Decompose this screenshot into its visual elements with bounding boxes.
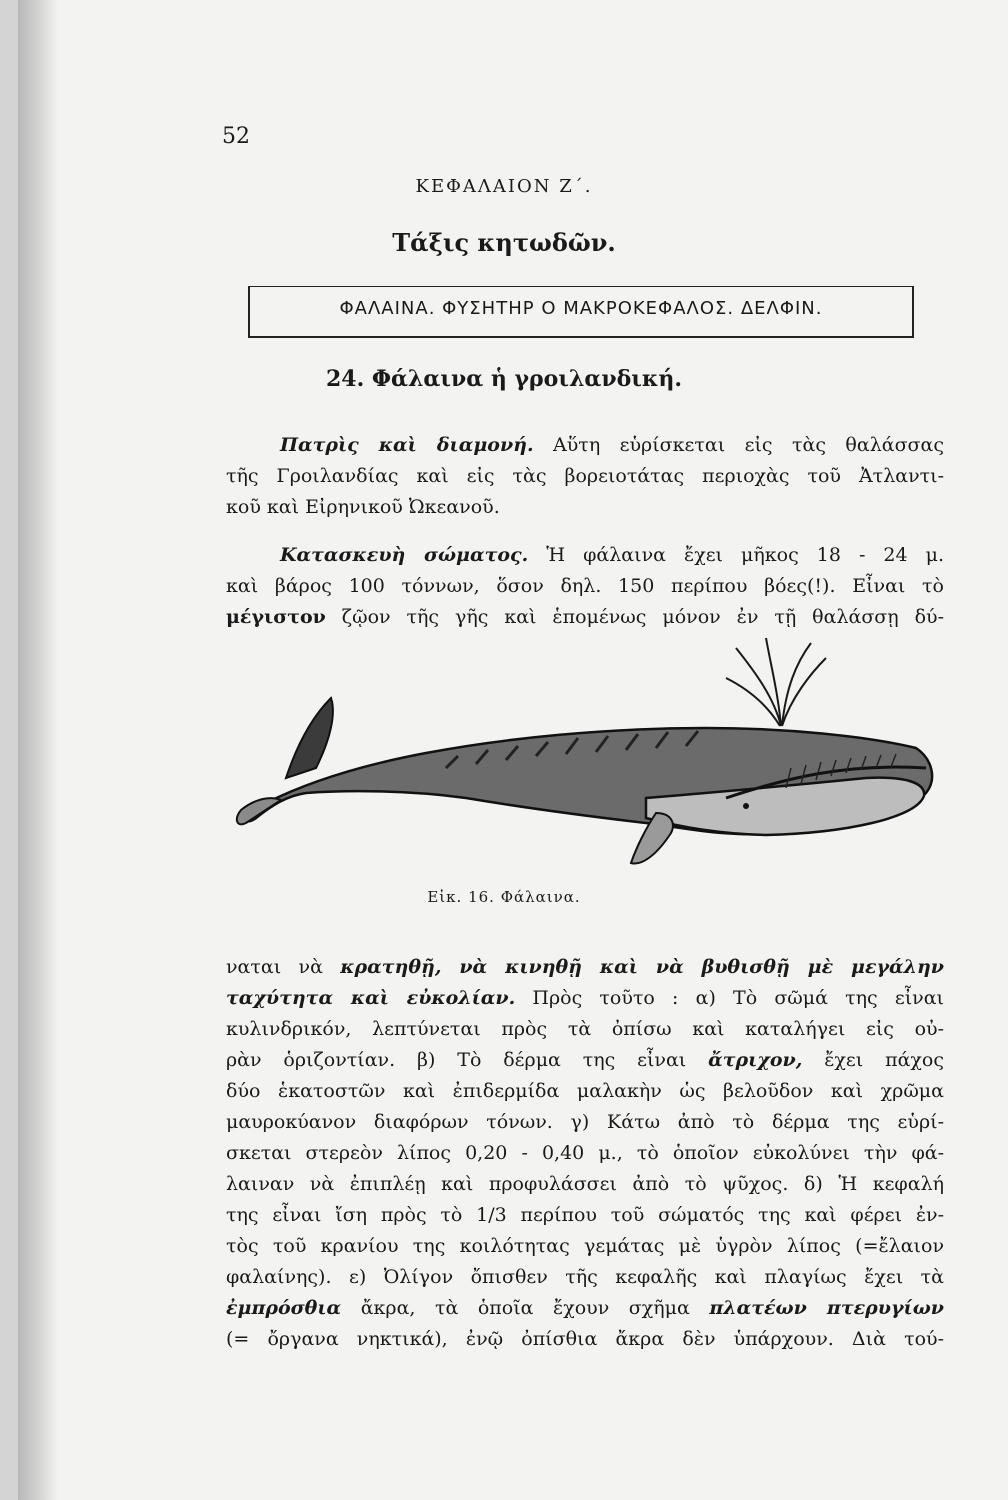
text-line: σκεται στερεὸν λίπος 0,20 - 0,40 μ., τὸ ὁποῖον εὐκολύνει τὴν φά- [226,1142,944,1164]
paragraph-heading: Πατρὶς καὶ διαμονή. [280,434,534,456]
text-line: κυλινδρικόν, λεπτύνεται πρὸς τὰ ὀπίσω καὶ καταλήγει εἰς οὐ- [226,1018,944,1040]
emphasis: μέγιστον [226,606,326,628]
text-line: ἐμπρόσθια ἄκρα, τὰ ὁποῖα ἔχουν σχῆμα πλατέων πτερυγίων [226,1297,944,1319]
text-line: (= ὄργανα νηκτικά), ἐνῷ ὀπίσθια ἄκρα δὲν ὑπάρχουν. Διὰ τού- [226,1328,944,1350]
order-heading: Τάξις κητωδῶν. [392,228,616,257]
text-line: μέγιστον ζῷον τῆς γῆς καὶ ἑπομένως μόνον ἐν τῇ θαλάσσῃ δύ- [226,606,944,628]
text-line: της εἶναι ἴση πρὸς τὸ 1/3 περίπου τοῦ σώματός της καὶ φέρει ἐν- [226,1204,944,1226]
text-line: λαιναν νὰ ἐπιπλέῃ καὶ προφυλάσσει ἀπὸ τὸ ψῦχος. δ) Ἡ κεφαλή [226,1173,944,1195]
emphasis: ἐμπρόσθια [226,1297,342,1319]
emphasis: κρατηθῇ, νὰ κινηθῇ καὶ νὰ βυθισθῇ μὲ μεγάλην [340,956,944,978]
text-line: Πατρὶς καὶ διαμονή. Αὕτη εὑρίσκεται εἰς τὰς θαλάσσας [280,434,944,456]
emphasis: πλατέων πτερυγίων [709,1297,944,1319]
text-line: δύο ἑκατοστῶν καὶ ἐπιδερμίδα μαλακὴν ὡς βελοῦδον καὶ χρῶμα [226,1080,944,1102]
page-number: 52 [222,124,250,149]
emphasis: ἄτριχον, [708,1049,803,1071]
text-line: κοῦ καὶ Εἰρηνικοῦ Ὠκεανοῦ. [226,496,500,518]
page-edge-shadow [18,0,58,1500]
text-line: φαλαίνης). ε) Ὀλίγον ὄπισθεν τῆς κεφαλῆς καὶ πλαγίως ἔχει τὰ [226,1266,944,1288]
section-title: 24. Φάλαινα ἡ γροιλανδική. [325,366,683,392]
text-line: τῆς Γροιλανδίας καὶ εἰς τὰς βορειοτάτας περιοχὰς τοῦ Ἀτλαντι- [226,465,944,487]
chapter-heading: ΚΕΦΑΛΑΙΟΝ Ζ΄. [415,176,593,197]
text-line: μαυροκύανον διαφόρων τόνων. γ) Κάτω ἀπὸ τὸ δέρμα της εὑρί- [226,1111,944,1133]
text-line: ναται νὰ κρατηθῇ, νὰ κινηθῇ καὶ νὰ βυθισθῇ μὲ μεγάλην [226,956,944,978]
paragraph-heading: Κατασκευὴ σώματος. [280,544,529,566]
whale-illustration [226,628,946,878]
text-line: Κατασκευὴ σώματος. Ἡ φάλαινα ἔχει μῆκος 18 - 24 μ. [280,544,944,566]
text-line: ταχύτητα καὶ εὐκολίαν. Πρὸς τοῦτο : α) Τὸ σῶμά της εἶναι [226,987,944,1009]
text-line: καὶ βάρος 100 τόννων, ὅσον δηλ. 150 περίπου βόες(!). Εἶναι τὸ [226,575,944,597]
text-line: ρὰν ὁριζοντίαν. β) Τὸ δέρμα της εἶναι ἄτριχον, ἔχει πάχος [226,1049,944,1071]
figure-caption: Εἰκ. 16. Φάλαινα. [427,888,581,906]
subjects-text: ΦΑΛΑΙΝΑ. ΦΥΣΗΤΗΡ Ο ΜΑΚΡΟΚΕΦΑΛΟΣ. ΔΕΛΦΙΝ. [339,298,823,319]
emphasis: ταχύτητα καὶ εὐκολίαν. [226,987,516,1009]
text-line: τὸς τοῦ κρανίου της κοιλότητας γεμάτας μὲ ὑγρὸν λίπος (=ἔλαιον [226,1235,944,1257]
subjects-box [248,286,914,338]
